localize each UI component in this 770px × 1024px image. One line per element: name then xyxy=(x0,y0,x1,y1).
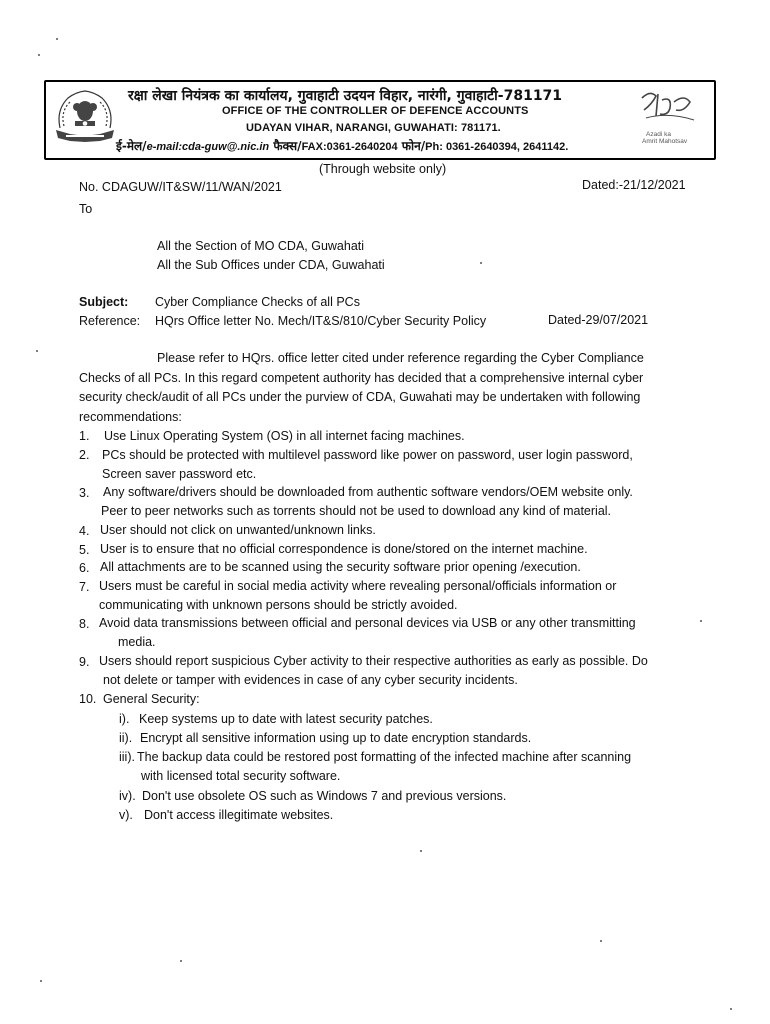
scan-speck xyxy=(730,1008,732,1010)
recipient-line: All the Section of MO CDA, Guwahati xyxy=(157,239,365,253)
contact-phone: Ph: 0361-2640394, 2641142. xyxy=(425,141,569,153)
item-number: 2. xyxy=(79,448,90,462)
list-item-continuation: Screen saver password etc. xyxy=(102,467,257,481)
list-item-continuation: not delete or tamper with evidences in case of any cyber security incidents. xyxy=(103,673,518,687)
email-hindi-label: ई-मेल/ xyxy=(116,139,147,153)
list-item-continuation: media. xyxy=(118,635,156,649)
to-label: To xyxy=(79,202,93,216)
sub-list-item: Don't access illegitimate websites. xyxy=(144,808,334,822)
list-item: Users must be careful in social media activity where revealing personal/officials information or xyxy=(99,579,617,593)
scan-speck xyxy=(36,350,38,352)
list-item: General Security: xyxy=(103,692,200,706)
sub-item-number: iii). xyxy=(119,750,135,764)
azadi-text-line1: Azadi ka xyxy=(646,131,671,138)
sub-item-number: ii). xyxy=(119,731,133,745)
intro-line: security check/audit of all PCs under the purview of CDA, Guwahati may be undertaken with following xyxy=(79,390,641,404)
intro-line: Checks of all PCs. In this regard competent authority has decided that a comprehensive internal cyber xyxy=(79,371,644,385)
sub-item-number: iv). xyxy=(119,789,136,803)
sub-list-item: Encrypt all sensitive information using up to date encryption standards. xyxy=(140,731,532,745)
item-number: 10. xyxy=(79,692,97,706)
intro-line: recommendations: xyxy=(79,410,182,424)
reference-text: HQrs Office letter No. Mech/IT&S/810/Cyber Security Policy xyxy=(155,314,487,328)
sub-list-item-continuation: with licensed total security software. xyxy=(141,769,341,783)
item-number: 4. xyxy=(79,524,90,538)
recipient-line: All the Sub Offices under CDA, Guwahati xyxy=(157,258,385,272)
item-number: 8. xyxy=(79,617,90,631)
list-item-continuation: communicating with unknown persons should be strictly avoided. xyxy=(99,598,458,612)
scan-speck xyxy=(40,980,42,982)
reference-label: Reference: xyxy=(79,314,141,328)
subject-text: Cyber Compliance Checks of all PCs xyxy=(155,295,360,309)
item-number: 3. xyxy=(79,486,90,500)
azadi-text-line2: Amrit Mahotsav xyxy=(642,138,688,145)
list-item: Users should report suspicious Cyber activity to their respective authorities as early as possible. Do xyxy=(99,654,648,668)
letter-number: No. CDAGUW/IT&SW/11/WAN/2021 xyxy=(79,180,282,194)
list-item: PCs should be protected with multilevel password like power on password, user login password, xyxy=(102,448,633,462)
list-item: User is to ensure that no official correspondence is done/stored on the internet machine. xyxy=(100,542,588,556)
sub-list-item: The backup data could be restored post formatting of the infected machine after scanning xyxy=(137,750,632,764)
sub-item-number: i). xyxy=(119,712,130,726)
scan-speck xyxy=(180,960,182,962)
office-address: UDAYAN VIHAR, NARANGI, GUWAHATI: 781171. xyxy=(246,122,501,134)
item-number: 1. xyxy=(79,429,90,443)
scan-speck xyxy=(600,940,602,942)
intro-line: Please refer to HQrs. office letter cited under reference regarding the Cyber Compliance xyxy=(157,351,644,365)
state-emblem-icon xyxy=(50,84,120,152)
list-item: User should not click on unwanted/unknown links. xyxy=(100,523,376,537)
item-number: 7. xyxy=(79,580,90,594)
hindi-office-title: रक्षा लेखा नियंत्रक का कार्यालय, गुवाहाटी उदयन विहार, नारंगी, गुवाहाटी-781171 xyxy=(128,88,563,104)
contact-email: e-mail:cda-guw@.nic.in xyxy=(146,141,270,153)
sub-list-item: Keep systems up to date with latest security patches. xyxy=(139,712,433,726)
contact-line xyxy=(116,137,568,154)
scan-speck xyxy=(56,38,58,40)
list-item: Avoid data transmissions between official and personal devices via USB or any other transmitting xyxy=(99,616,636,630)
fax-hindi-label: फैक्स/ xyxy=(269,139,302,153)
through-website-note: (Through website only) xyxy=(319,162,447,176)
phone-hindi-label: फोन/ xyxy=(397,139,426,153)
office-title: OFFICE OF THE CONTROLLER OF DEFENCE ACCOUNTS xyxy=(222,105,529,117)
list-item-continuation: Peer to peer networks such as torrents should not be used to download any kind of material. xyxy=(101,504,612,518)
scan-speck xyxy=(700,620,702,622)
subject-label: Subject: xyxy=(79,295,129,309)
scan-speck xyxy=(38,54,40,56)
scan-speck xyxy=(420,850,422,852)
list-item: Use Linux Operating System (OS) in all internet facing machines. xyxy=(104,429,465,443)
list-item: Any software/drivers should be downloaded from authentic software vendors/OEM website only. xyxy=(103,485,633,499)
item-number: 9. xyxy=(79,655,90,669)
list-item: All attachments are to be scanned using the security software prior opening /execution. xyxy=(100,560,581,574)
sub-list-item: Don't use obsolete OS such as Windows 7 and previous versions. xyxy=(142,789,507,803)
reference-date: Dated-29/07/2021 xyxy=(548,313,649,327)
item-number: 6. xyxy=(79,561,90,575)
scan-speck xyxy=(480,262,482,264)
item-number: 5. xyxy=(79,543,90,557)
contact-fax: FAX:0361-2640204 xyxy=(301,141,398,153)
amrit-mahotsav-icon xyxy=(632,86,706,126)
azadi-ka-amrit-mahotsav-logo xyxy=(632,86,706,148)
sub-item-number: v). xyxy=(119,808,133,822)
letter-date: Dated:-21/12/2021 xyxy=(582,178,686,192)
